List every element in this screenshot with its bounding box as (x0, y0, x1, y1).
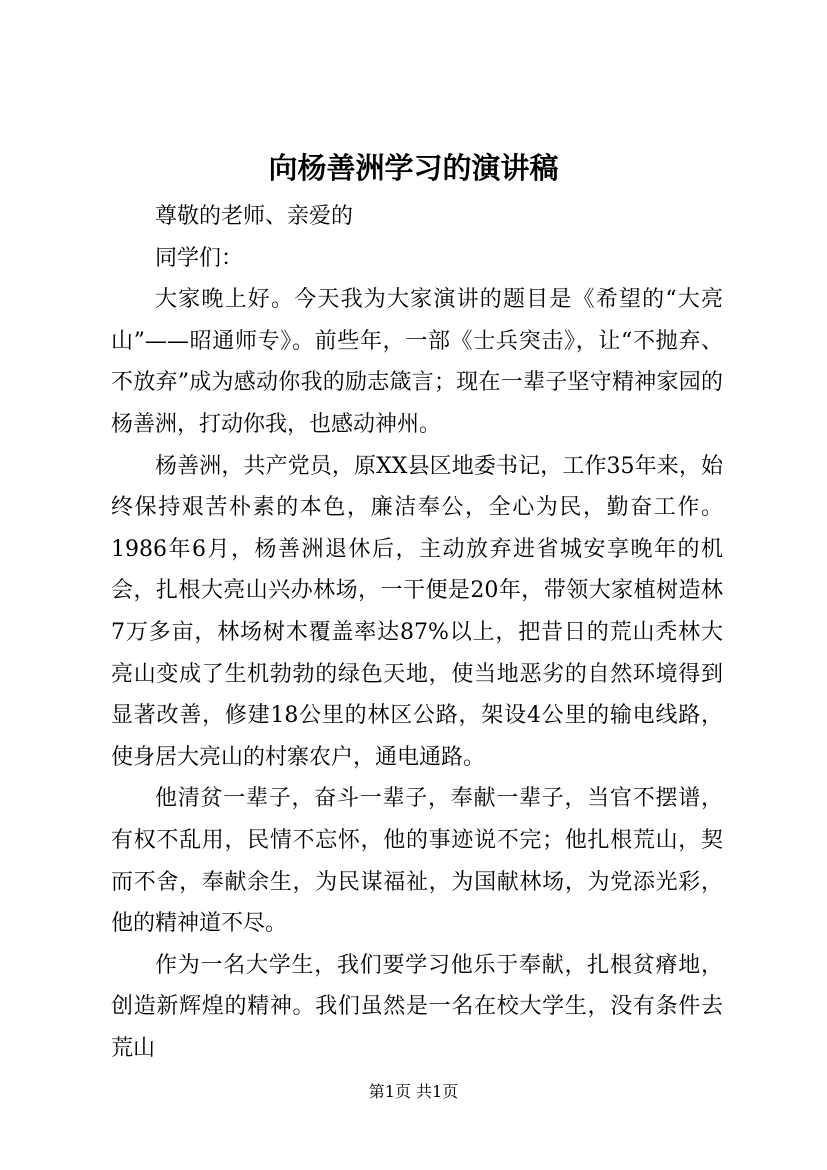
paragraph-salutation-1: 尊敬的老师、亲爱的 (155, 204, 354, 229)
paragraph-character: 他清贫一辈子，奋斗一辈子，奉献一辈子，当官不摆谱，有权不乱用，民情不忘怀，他的事迹说不完；他扎根荒山，契而不舍，奉献余生，为民谋福祉，为国献林场，为党添光彩，他的精神道不尽。 (111, 786, 723, 937)
paragraph-salutation-2: 同学们： (155, 245, 244, 271)
paragraph-intro: 大家晚上好。今天我为大家演讲的题目是《希望的“大亮山”——昭通师专》。前些年，一部《士兵突击》，让“不抛弃、不放弃”成为感动你我的励志箴言；现在一辈子坚守精神家园的杨善洲，打动你我，也感动神州。 (111, 287, 723, 437)
paragraph-student-learning: 作为一名大学生，我们要学习他乐于奉献，扎根贫瘠地，创造新辉煌的精神。我们虽然是一名在校大学生，没有条件去荒山 (111, 952, 723, 1061)
document-title: 向杨善洲学习的演讲稿 (268, 151, 559, 185)
paragraph-biography: 杨善洲，共产党员，原XX县区地委书记，工作35年来，始终保持艰苦朴素的本色，廉洁奉公，全心为民，勤奋工作。1986年6月，杨善洲退休后，主动放弃进省城安享晚年的机会，扎根大亮山兴办林场，一干便是20年，带领大家植树造林7万多亩，林场树木覆盖率达87%以上，把昔日的荒山秃林大亮山变成了生机勃勃的绿色天地，使当地恶劣的自然环境得到显著改善，修建18公里的林区公路，架设4公里的输电线路，使身居大亮山的村寨农户，通电通路。 (111, 453, 723, 770)
document-body (111, 196, 723, 1069)
page-number-footer: 第1页 共1页 (368, 1082, 459, 1101)
